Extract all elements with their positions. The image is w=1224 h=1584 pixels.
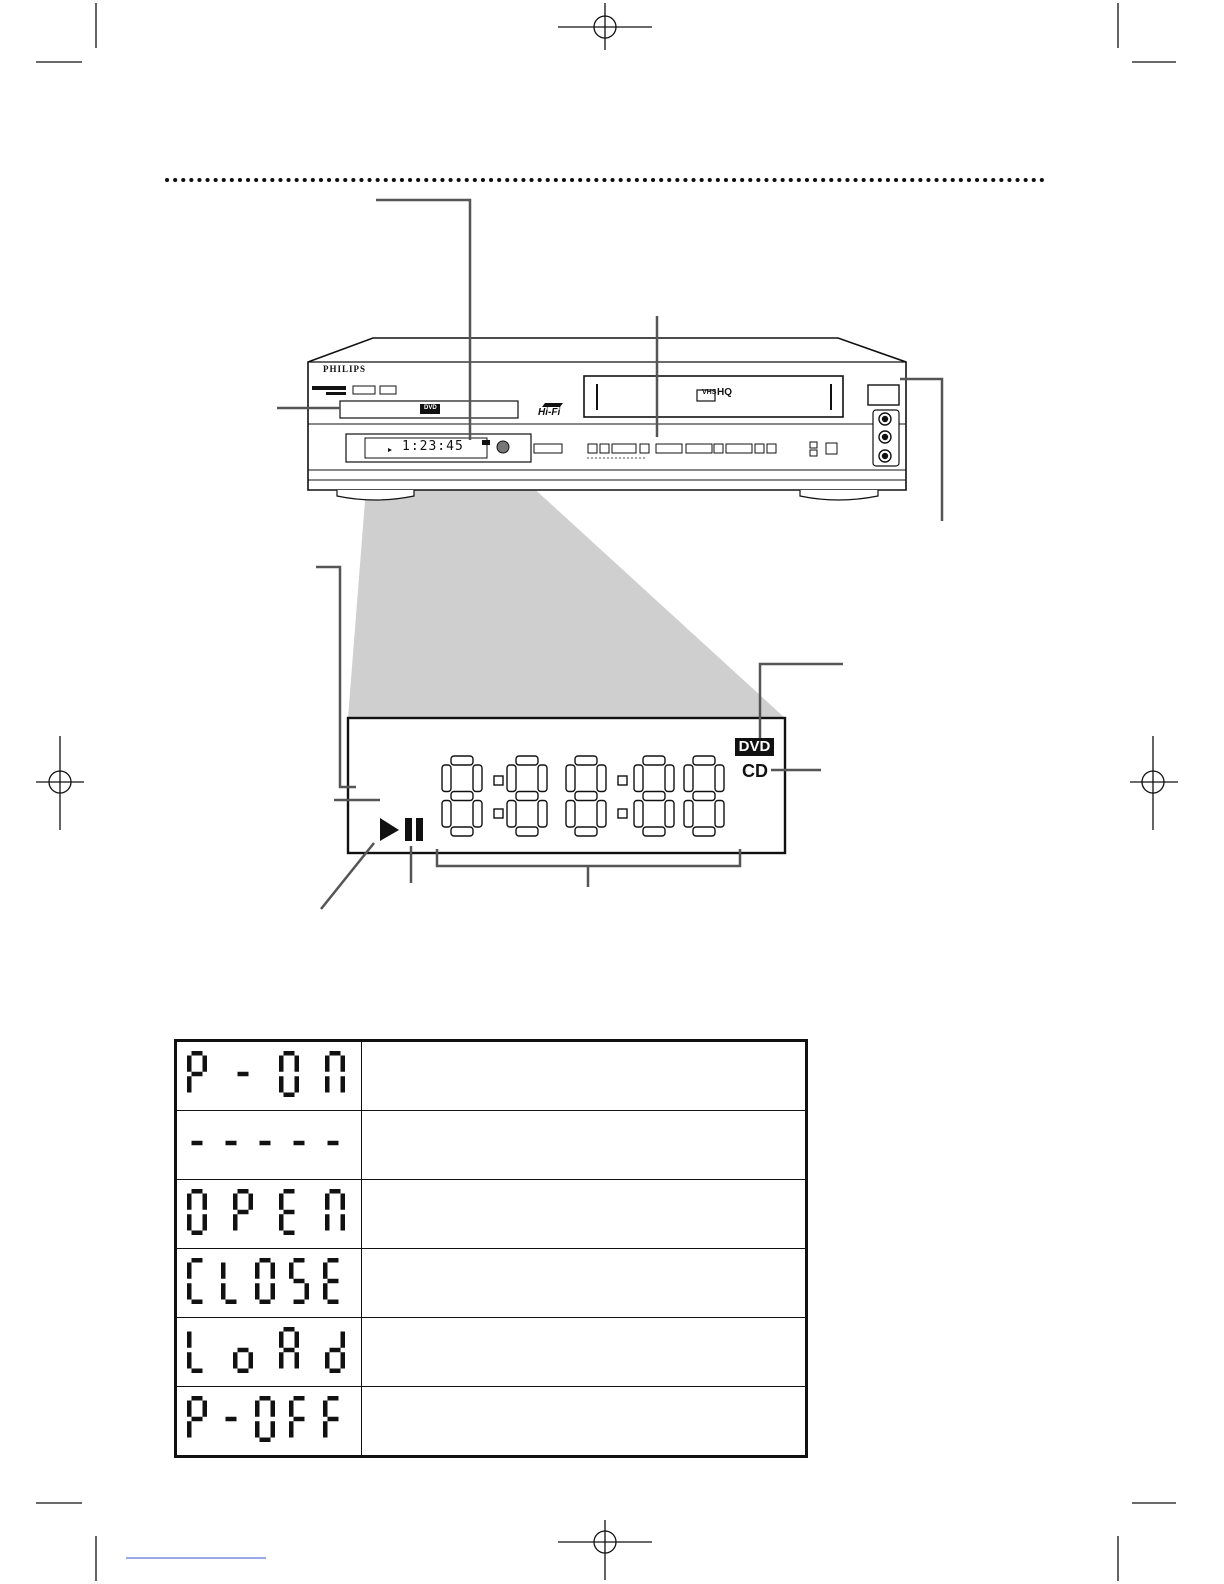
message-row — [176, 1387, 807, 1457]
message-description-cell — [362, 1249, 807, 1318]
dvd-indicator: DVD — [735, 738, 774, 756]
brand-logo: PHILIPS — [323, 364, 367, 374]
message-description-cell — [362, 1180, 807, 1249]
registration-mark-right — [1130, 736, 1178, 830]
lcd-colon-dot — [494, 809, 503, 818]
message-row — [176, 1318, 807, 1387]
message-description-cell — [362, 1387, 807, 1457]
message-code-segments — [177, 1180, 361, 1243]
message-code-cell — [176, 1318, 362, 1387]
message-code-cell — [176, 1111, 362, 1180]
message-code-cell — [176, 1180, 362, 1249]
av-input-jacks — [879, 413, 891, 462]
front-display-digits: 1:23:45 — [402, 439, 464, 454]
message-code-segments — [177, 1249, 361, 1312]
message-code-segments — [177, 1111, 361, 1174]
tray-dvd-text: DVD — [424, 405, 437, 411]
remote-sensor — [497, 441, 509, 453]
message-code-cell — [176, 1041, 362, 1111]
registration-mark-left — [36, 736, 84, 830]
message-code-segments — [177, 1387, 361, 1450]
message-code-cell — [176, 1249, 362, 1318]
lcd-colon-dot — [618, 776, 627, 785]
registration-mark-bottom — [558, 1520, 652, 1580]
cd-indicator: CD — [742, 761, 768, 781]
message-code-segments — [177, 1318, 361, 1381]
message-row — [176, 1180, 807, 1249]
lcd-colon-dot — [494, 776, 503, 785]
dvd-vcr-front-panel — [308, 338, 906, 500]
message-row — [176, 1249, 807, 1318]
lcd-colon-dot — [618, 809, 627, 818]
message-description-cell — [362, 1111, 807, 1180]
hifi-logo: Hi-Fi — [538, 407, 561, 418]
display-messages-table — [174, 1039, 808, 1458]
message-code-segments — [177, 1042, 361, 1105]
display-zoom-beam — [348, 462, 785, 718]
registration-mark-top — [558, 3, 652, 50]
right-foot — [800, 490, 878, 500]
message-description-cell — [362, 1041, 807, 1111]
vhs-logo: VHS — [702, 389, 717, 396]
message-description-cell — [362, 1318, 807, 1387]
message-row — [176, 1041, 807, 1111]
left-foot — [337, 490, 414, 500]
hq-logo: HQ — [717, 387, 732, 398]
standby-button — [868, 385, 899, 405]
message-row — [176, 1111, 807, 1180]
message-code-cell — [176, 1387, 362, 1457]
